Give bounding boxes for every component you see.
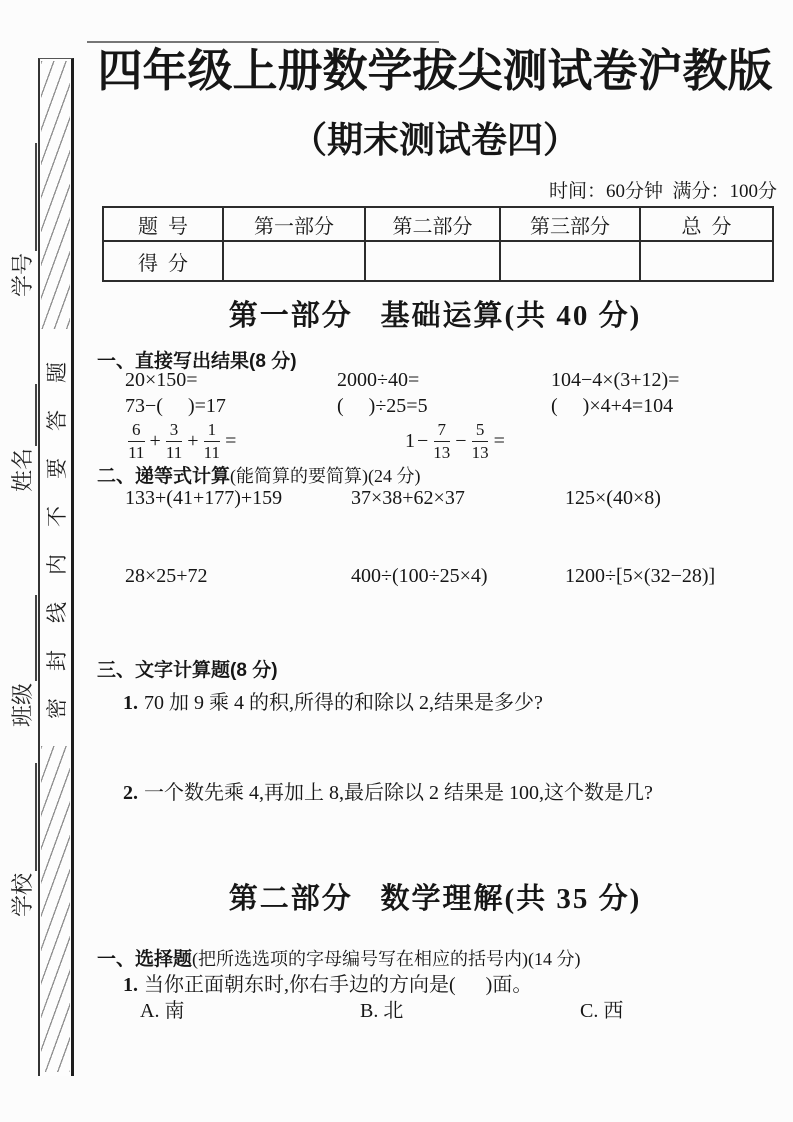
section-title-text: 二、递等式计算 [97,466,231,487]
hatch-pattern-top [41,61,70,329]
score-row-label: 得 分 [103,241,223,281]
operator: − [417,429,429,452]
problem: 104−4×(3+12)= [551,369,680,391]
question-number: 2. [123,782,138,804]
problem: 400÷(100÷25×4) [351,565,488,587]
question-number: 1. [123,692,138,714]
option-c: C. 西 [580,1000,624,1022]
problem: 133+(41+177)+159 [125,487,283,509]
margin-field-school [6,763,37,917]
margin-field-label: 学号 [10,252,35,297]
question-number: 1. [123,974,138,996]
whole-number: 1 [405,429,415,452]
section-score: (8 分) [230,660,278,681]
problem: 73−( )=17 [125,395,226,417]
option-b: B. 北 [360,1000,404,1022]
seal-line-text: 密封线内不要答题 [45,335,69,719]
score-cell-part-three [500,241,640,281]
word-problem-1 [97,686,793,715]
question-text: 70 加 9 乘 4 的积,所得的和除以 2,结果是多少? [144,692,543,714]
score-table [102,206,774,282]
name-blank-line [13,384,37,446]
part2-heading: 第二部分 数学理解(共 35 分) [228,883,642,915]
section-title-text: 一、选择题 [97,949,193,970]
word-problem-2 [97,776,793,805]
margin-field-student-id [6,143,37,297]
fraction: $\frac{7}{13}$ [433,420,451,462]
score-table-header-row [103,207,773,241]
score-cell-part-one [223,241,365,281]
header-part-three: 第三部分 [500,207,640,241]
header-part-one: 第一部分 [223,207,365,241]
margin-field-class [6,595,37,727]
problem: 1200÷[5×(32−28)] [565,565,716,587]
question-text: 一个数先乘 4,再加上 8,最后除以 2 结果是 100,这个数是几? [144,782,653,804]
operator: + [187,429,199,452]
section-note: (把所选选项的字母编号写在相应的括号内) [192,949,529,969]
score-table-value-row [103,241,773,281]
problem: ( )÷25=5 [337,395,428,417]
score-cell-part-two [365,241,500,281]
fraction-problem-1 [125,420,405,462]
operator: − [455,429,467,452]
fraction: $\frac{6}{11}$ [128,420,145,462]
fraction: $\frac{1}{11}$ [203,420,220,462]
question-text: 当你正面朝东时,你右手边的方向是( )面。 [144,974,533,996]
problem: 37×38+62×37 [351,487,465,509]
equals-sign: = [225,429,237,452]
score-cell-total [640,241,773,281]
section-note: (能简算的要简算) [230,466,369,486]
paper-subtitle: （期末测试卷四） [290,119,579,160]
direct-answer-row-1 [97,369,793,392]
part1-section3-title [97,655,278,682]
fraction-problems-row [125,420,507,462]
student-id-blank-line [13,143,37,251]
step-calculation-row-1 [97,487,793,510]
part1-section2-title [97,461,421,488]
margin-field-name [6,384,37,492]
problem: 28×25+72 [125,565,208,587]
problem: 2000÷40= [337,369,420,391]
step-calculation-row-2 [97,565,793,588]
choice-question-1 [97,968,793,997]
equals-sign: = [493,429,505,452]
header-total: 总 分 [640,207,773,241]
header-question-number: 题 号 [103,207,223,241]
direct-answer-row-2 [97,395,793,418]
fraction: $\frac{3}{11}$ [165,420,183,462]
main-content [85,0,785,1122]
school-blank-line [13,763,37,871]
section-score: (8 分) [249,351,297,372]
margin-field-label: 学校 [10,872,35,917]
part1-heading: 第一部分 基础运算(共 40 分) [228,300,642,332]
time-score-info: 时间：60分钟 满分：100分 [548,181,777,202]
hatch-pattern-bottom [41,746,70,1072]
problem: 20×150= [125,369,198,391]
choice-options-row [97,994,793,1023]
margin-field-label: 姓名 [10,447,35,492]
section-score: (14 分) [528,949,581,969]
problem: 125×(40×8) [565,487,661,509]
paper-title: 四年级上册数学拔尖测试卷沪教版 [97,45,773,96]
section-score: (24 分) [368,466,421,486]
section-title-text: 一、直接写出结果 [97,351,250,372]
operator: + [149,429,161,452]
margin-field-label: 班级 [10,682,35,727]
class-blank-line [13,595,37,681]
fraction: $\frac{5}{13}$ [471,420,489,462]
problem: ( )×4+4=104 [551,395,674,417]
header-part-two: 第二部分 [365,207,500,241]
option-a: A. 南 [140,1000,185,1022]
fraction-problem-2 [405,420,507,462]
part2-section1-title [97,944,581,971]
section-title-text: 三、文字计算题 [97,660,231,681]
